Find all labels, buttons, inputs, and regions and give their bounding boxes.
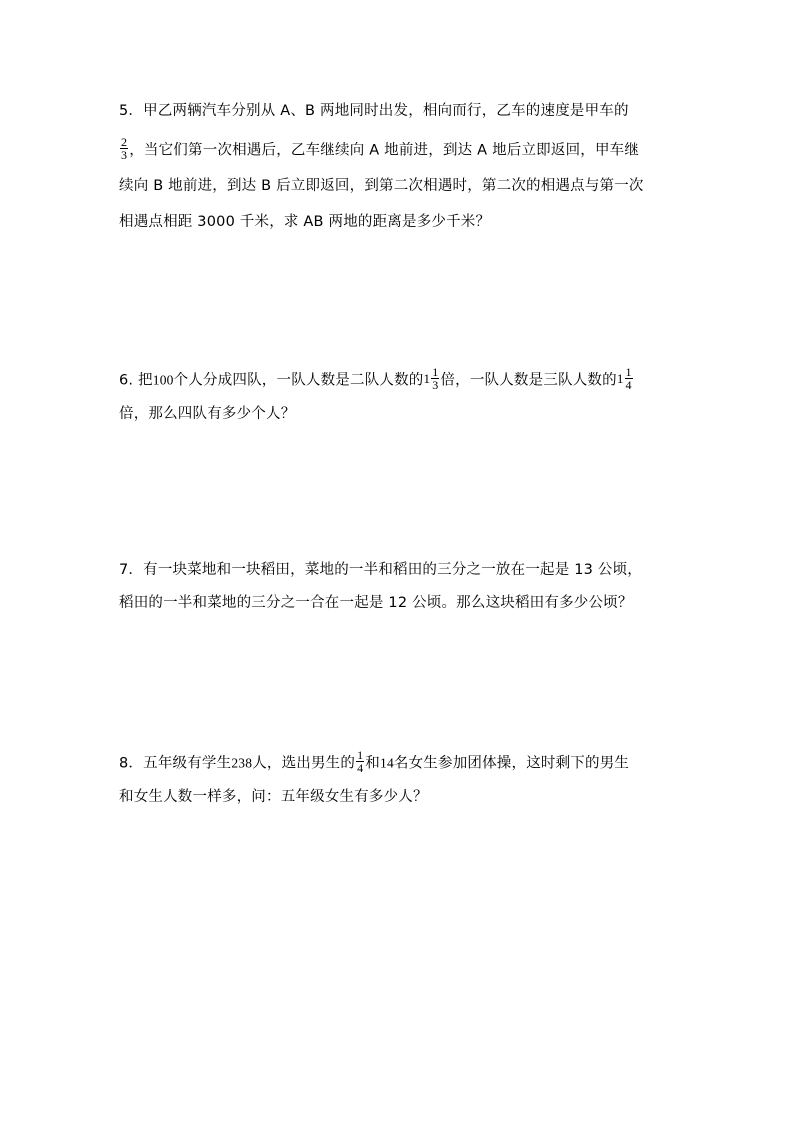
q5-line-3: [119, 176, 644, 196]
q5-line-4: [119, 212, 490, 232]
q6-mixed2-denominator: 4: [625, 378, 632, 392]
q6-prefix: 6. 把: [119, 372, 153, 389]
q6-mixed1-fraction: [431, 366, 439, 391]
q6-number-100: 100: [152, 372, 174, 388]
q6-mixed1-numerator: 1: [432, 365, 439, 379]
q8-line-1: [119, 748, 630, 776]
q5-line-2: [119, 135, 640, 163]
q8-number-14: 14: [380, 755, 394, 771]
q8-text-3: 名女生参加团体操，这时剩下的男生: [393, 755, 630, 772]
q8-text-1: 人，选出男生的: [252, 755, 356, 772]
q6-mixed1-denominator: 3: [432, 378, 439, 392]
q8-fraction: [356, 749, 364, 774]
q6-text-3: 倍，那么四队有多少个人？: [119, 406, 296, 422]
q5-fraction-denominator: 3: [121, 148, 128, 162]
q8-fraction-denominator: 4: [357, 761, 364, 775]
q8-number-238: 238: [231, 755, 253, 771]
q6-mixed2-whole: 1: [616, 370, 624, 386]
q5-fraction-numerator: 2: [121, 135, 128, 149]
q6-line-1: [119, 365, 634, 393]
q7-text-2: 稻田的一半和菜地的三分之一合在一起是 12 公顷。那么这块稻田有多少公顷？: [119, 595, 633, 611]
q5-text-1: 5．甲乙两辆汽车分别从 A、B 两地同时出发，相向而行，乙车的速度是甲车的: [119, 103, 629, 119]
q6-mixed1-whole: 1: [423, 370, 431, 386]
q6-mixed2-numerator: 1: [625, 365, 632, 379]
q8-text-2: 和: [365, 755, 380, 772]
q6-mixed2-fraction: [625, 366, 633, 391]
q6-text-2: 倍，一队人数是三队人数的: [440, 372, 617, 389]
q5-text-3: 续向 B 地前进，到达 B 后立即返回，到第二次相遇时，第二次的相遇点与第一次: [119, 178, 644, 194]
q5-text-4: 相遇点相距 3000 千米，求 AB 两地的距离是多少千米？: [119, 214, 491, 230]
q5-text-2: ，当它们第一次相遇后，乙车继续向 A 地前进，到达 A 地后立即返回，甲车继: [129, 142, 640, 159]
q5-line-1: [119, 101, 629, 121]
q8-prefix: 8．五年级有学生: [119, 755, 232, 772]
q5-fraction: [120, 136, 128, 161]
q8-line-2: [119, 787, 428, 807]
q8-fraction-numerator: 1: [357, 748, 364, 762]
q7-text-1: 7．有一块菜地和一块稻田，菜地的一半和稻田的三分之一放在一起是 13 公顷，: [119, 562, 642, 578]
q6-text-1: 个人分成四队，一队人数是二队人数的: [173, 372, 424, 389]
q6-line-2: [119, 404, 295, 424]
q7-line-1: [119, 560, 642, 580]
q7-line-2: [119, 593, 633, 613]
q8-text-4: 和女生人数一样多，问：五年级女生有多少人？: [119, 789, 428, 805]
